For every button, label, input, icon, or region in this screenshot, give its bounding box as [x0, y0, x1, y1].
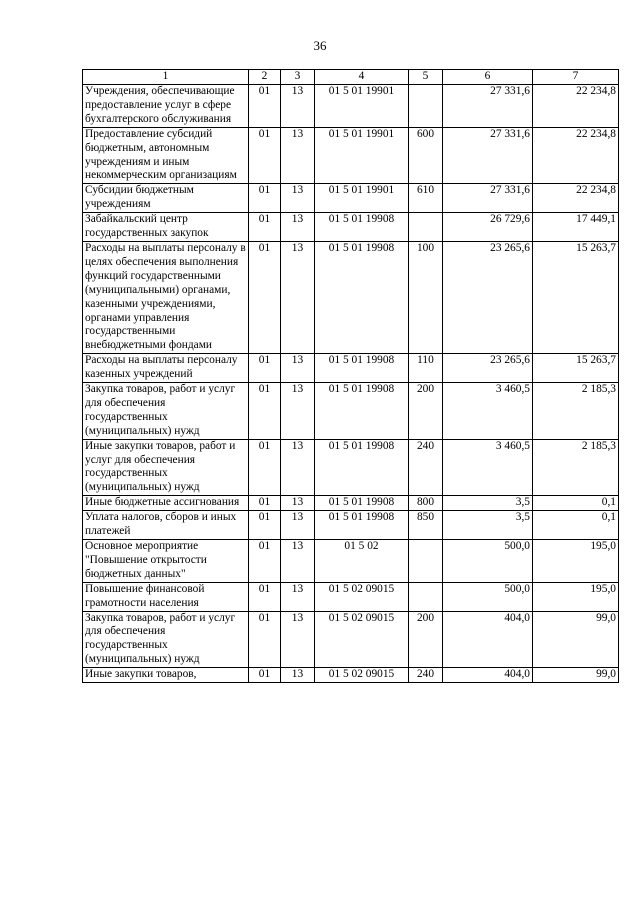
row-amount-1: 27 331,6 — [443, 127, 533, 184]
row-target-article: 01 5 02 09015 — [315, 582, 409, 611]
row-amount-1: 27 331,6 — [443, 184, 533, 213]
row-subsection: 13 — [281, 439, 315, 496]
table-row — [83, 85, 619, 128]
row-subsection: 13 — [281, 127, 315, 184]
row-section: 01 — [249, 496, 281, 511]
header-col-7: 7 — [533, 70, 619, 85]
row-amount-1: 23 265,6 — [443, 241, 533, 353]
row-expense-type: 200 — [409, 611, 443, 668]
header-col-6: 6 — [443, 70, 533, 85]
table-row — [83, 668, 619, 683]
table-row — [83, 383, 619, 440]
row-subsection: 13 — [281, 668, 315, 683]
header-col-5: 5 — [409, 70, 443, 85]
row-expense-type — [409, 85, 443, 128]
row-section: 01 — [249, 354, 281, 383]
row-section: 01 — [249, 127, 281, 184]
header-col-4: 4 — [315, 70, 409, 85]
table-row — [83, 540, 619, 583]
row-target-article: 01 5 02 09015 — [315, 611, 409, 668]
row-amount-2: 22 234,8 — [533, 184, 619, 213]
row-subsection: 13 — [281, 496, 315, 511]
page-number: 36 — [313, 38, 327, 53]
table-row — [83, 511, 619, 540]
row-section: 01 — [249, 540, 281, 583]
row-name: Субсидии бюджетным учреждениям — [83, 184, 249, 213]
row-amount-2: 22 234,8 — [533, 85, 619, 128]
row-subsection: 13 — [281, 611, 315, 668]
row-amount-2: 17 449,1 — [533, 213, 619, 242]
row-amount-2: 99,0 — [533, 611, 619, 668]
row-expense-type: 800 — [409, 496, 443, 511]
row-amount-1: 27 331,6 — [443, 85, 533, 128]
row-amount-1: 404,0 — [443, 611, 533, 668]
row-amount-2: 2 185,3 — [533, 439, 619, 496]
row-expense-type — [409, 213, 443, 242]
row-name: Забайкальский центр государственных закупок — [83, 213, 249, 242]
row-target-article: 01 5 01 19908 — [315, 241, 409, 353]
table-row — [83, 611, 619, 668]
row-name: Основное мероприятие "Повышение открытости бюджетных данных" — [83, 540, 249, 583]
row-subsection: 13 — [281, 354, 315, 383]
row-section: 01 — [249, 184, 281, 213]
row-target-article: 01 5 01 19901 — [315, 85, 409, 128]
row-amount-1: 3,5 — [443, 496, 533, 511]
row-amount-2: 195,0 — [533, 540, 619, 583]
row-amount-2: 22 234,8 — [533, 127, 619, 184]
header-col-2: 2 — [249, 70, 281, 85]
row-subsection: 13 — [281, 85, 315, 128]
row-subsection: 13 — [281, 540, 315, 583]
row-expense-type: 610 — [409, 184, 443, 213]
row-amount-2: 0,1 — [533, 511, 619, 540]
row-section: 01 — [249, 582, 281, 611]
row-target-article: 01 5 01 19908 — [315, 213, 409, 242]
row-expense-type — [409, 582, 443, 611]
header-row — [83, 70, 619, 85]
row-name: Уплата налогов, сборов и иных платежей — [83, 511, 249, 540]
row-target-article: 01 5 02 — [315, 540, 409, 583]
row-target-article: 01 5 01 19908 — [315, 354, 409, 383]
table-row — [83, 354, 619, 383]
row-amount-2: 99,0 — [533, 668, 619, 683]
header-col-3: 3 — [281, 70, 315, 85]
row-amount-2: 15 263,7 — [533, 241, 619, 353]
table-row — [83, 582, 619, 611]
row-target-article: 01 5 01 19908 — [315, 496, 409, 511]
row-name: Закупка товаров, работ и услуг для обеспечения государственных (муниципальных) нужд — [83, 383, 249, 440]
row-subsection: 13 — [281, 184, 315, 213]
row-subsection: 13 — [281, 241, 315, 353]
row-section: 01 — [249, 439, 281, 496]
row-amount-2: 2 185,3 — [533, 383, 619, 440]
row-name: Закупка товаров, работ и услуг для обеспечения государственных (муниципальных) нужд — [83, 611, 249, 668]
row-section: 01 — [249, 213, 281, 242]
row-expense-type — [409, 540, 443, 583]
row-section: 01 — [249, 511, 281, 540]
row-target-article: 01 5 01 19901 — [315, 184, 409, 213]
row-section: 01 — [249, 611, 281, 668]
row-amount-1: 3,5 — [443, 511, 533, 540]
row-expense-type: 240 — [409, 439, 443, 496]
table-row — [83, 439, 619, 496]
row-expense-type: 110 — [409, 354, 443, 383]
row-amount-1: 500,0 — [443, 582, 533, 611]
row-amount-2: 0,1 — [533, 496, 619, 511]
row-amount-2: 195,0 — [533, 582, 619, 611]
table-row — [83, 127, 619, 184]
row-target-article: 01 5 01 19908 — [315, 383, 409, 440]
row-section: 01 — [249, 668, 281, 683]
row-amount-1: 404,0 — [443, 668, 533, 683]
row-name: Предоставление субсидий бюджетным, автономным учреждениям и иным некоммерческим организациям — [83, 127, 249, 184]
row-section: 01 — [249, 383, 281, 440]
row-amount-1: 23 265,6 — [443, 354, 533, 383]
table-row — [83, 241, 619, 353]
row-name: Иные закупки товаров, работ и услуг для обеспечения государственных (муниципальных) нужд — [83, 439, 249, 496]
row-expense-type: 100 — [409, 241, 443, 353]
row-target-article: 01 5 01 19908 — [315, 439, 409, 496]
row-subsection: 13 — [281, 213, 315, 242]
row-subsection: 13 — [281, 582, 315, 611]
row-name: Расходы на выплаты персоналу казенных учреждений — [83, 354, 249, 383]
row-name: Иные закупки товаров, — [83, 668, 249, 683]
row-section: 01 — [249, 85, 281, 128]
row-subsection: 13 — [281, 383, 315, 440]
header-col-1: 1 — [83, 70, 249, 85]
row-expense-type: 600 — [409, 127, 443, 184]
row-target-article: 01 5 01 19908 — [315, 511, 409, 540]
table-row — [83, 213, 619, 242]
row-name: Учреждения, обеспечивающие предоставление услуг в сфере бухгалтерского обслуживания — [83, 85, 249, 128]
row-name: Расходы на выплаты персоналу в целях обеспечения выполнения функций государственными (муниципальными) органами, казенными учреждениями, органами управления государственными внебюджетными фондами — [83, 241, 249, 353]
row-target-article: 01 5 02 09015 — [315, 668, 409, 683]
row-expense-type: 240 — [409, 668, 443, 683]
row-amount-1: 500,0 — [443, 540, 533, 583]
row-amount-2: 15 263,7 — [533, 354, 619, 383]
row-amount-1: 3 460,5 — [443, 439, 533, 496]
row-expense-type: 200 — [409, 383, 443, 440]
budget-table — [82, 69, 619, 683]
row-amount-1: 3 460,5 — [443, 383, 533, 440]
row-subsection: 13 — [281, 511, 315, 540]
table-row — [83, 184, 619, 213]
row-name: Иные бюджетные ассигнования — [83, 496, 249, 511]
table-row — [83, 496, 619, 511]
row-expense-type: 850 — [409, 511, 443, 540]
row-amount-1: 26 729,6 — [443, 213, 533, 242]
row-name: Повышение финансовой грамотности населения — [83, 582, 249, 611]
row-section: 01 — [249, 241, 281, 353]
row-target-article: 01 5 01 19901 — [315, 127, 409, 184]
